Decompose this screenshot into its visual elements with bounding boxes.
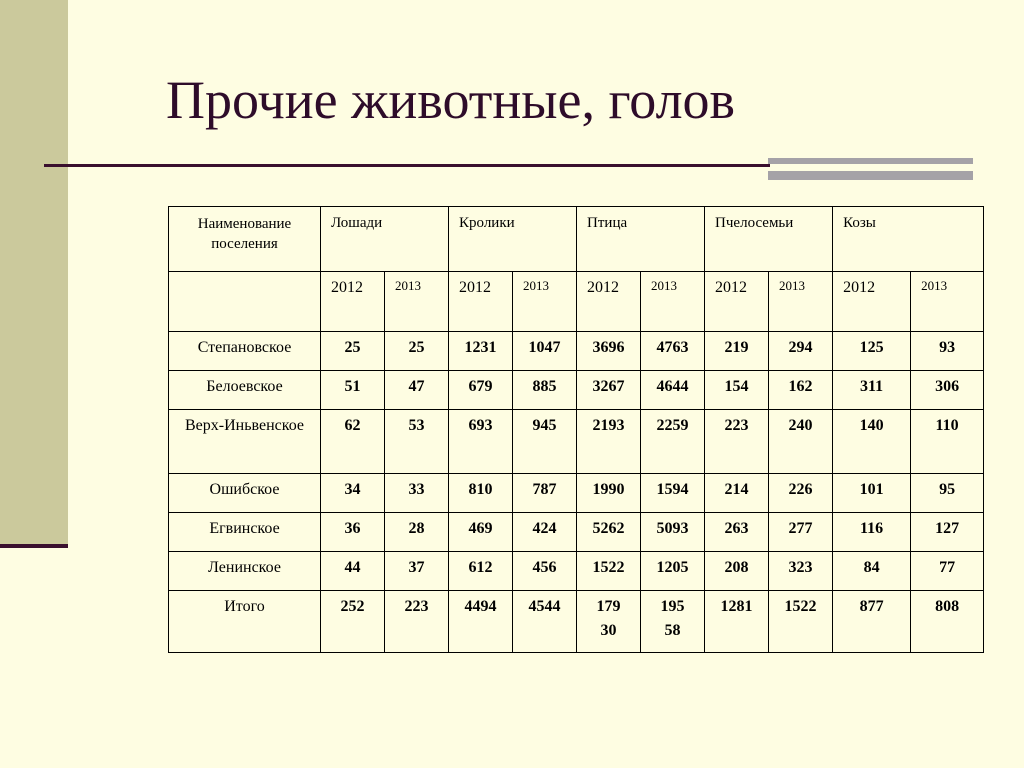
settlement-name: Степановское	[169, 332, 321, 371]
animals-table	[168, 206, 984, 653]
table-cell: 311	[833, 371, 911, 410]
title-underline-accent	[768, 158, 973, 180]
table-cell: 28	[385, 513, 449, 552]
table-cell: 25	[321, 332, 385, 371]
table-row	[169, 513, 984, 552]
year-header-2013: 2013	[911, 272, 984, 332]
year-header-2012: 2012	[705, 272, 769, 332]
table-row	[169, 332, 984, 371]
table-cell: 95	[911, 474, 984, 513]
table-cell: 53	[385, 410, 449, 474]
group-header-horses: Лошади	[321, 207, 449, 272]
table-cell: 36	[321, 513, 385, 552]
year-header-empty	[169, 272, 321, 332]
year-header-2013: 2013	[641, 272, 705, 332]
table-cell: 47	[385, 371, 449, 410]
table-cell: 456	[513, 552, 577, 591]
table-cell: 4763	[641, 332, 705, 371]
table-cell: 51	[321, 371, 385, 410]
table-cell: 116	[833, 513, 911, 552]
settlement-name: Верх-Иньвенское	[169, 410, 321, 474]
table-cell: 17930	[577, 591, 641, 653]
table-cell: 252	[321, 591, 385, 653]
table-cell: 226	[769, 474, 833, 513]
table-cell: 424	[513, 513, 577, 552]
table-cell: 214	[705, 474, 769, 513]
table-cell: 223	[705, 410, 769, 474]
table-cell: 787	[513, 474, 577, 513]
year-header-2013: 2013	[513, 272, 577, 332]
table-cell: 1205	[641, 552, 705, 591]
settlement-name: Ошибское	[169, 474, 321, 513]
table-cell: 140	[833, 410, 911, 474]
table-cell: 208	[705, 552, 769, 591]
table-cell: 110	[911, 410, 984, 474]
settlement-name: Ленинское	[169, 552, 321, 591]
group-header-rabbits: Кролики	[449, 207, 577, 272]
table-row	[169, 552, 984, 591]
table-cell: 810	[449, 474, 513, 513]
table-cell: 44	[321, 552, 385, 591]
title-underline	[44, 164, 770, 167]
table-cell: 2193	[577, 410, 641, 474]
table-cell: 5093	[641, 513, 705, 552]
table-cell: 37	[385, 552, 449, 591]
year-header-2013: 2013	[769, 272, 833, 332]
table-cell: 162	[769, 371, 833, 410]
table-cell: 263	[705, 513, 769, 552]
table-cell: 469	[449, 513, 513, 552]
table-cell: 154	[705, 371, 769, 410]
table-cell: 77	[911, 552, 984, 591]
table-cell: 1990	[577, 474, 641, 513]
table-cell: 1047	[513, 332, 577, 371]
table-cell: 4494	[449, 591, 513, 653]
year-header-2012: 2012	[577, 272, 641, 332]
table-cell: 93	[911, 332, 984, 371]
table-cell: 1231	[449, 332, 513, 371]
year-header-2012: 2012	[833, 272, 911, 332]
table-cell: 1522	[769, 591, 833, 653]
table-header-row	[169, 207, 984, 272]
group-header-goats: Козы	[833, 207, 984, 272]
table-row	[169, 410, 984, 474]
table-cell: 277	[769, 513, 833, 552]
table-cell: 808	[911, 591, 984, 653]
table-cell: 323	[769, 552, 833, 591]
table-cell: 19558	[641, 591, 705, 653]
table-cell: 1522	[577, 552, 641, 591]
table-cell: 679	[449, 371, 513, 410]
left-decor-band	[0, 0, 68, 548]
table-cell: 84	[833, 552, 911, 591]
left-decor-band-edge	[0, 544, 68, 548]
table-cell: 4644	[641, 371, 705, 410]
table-cell: 945	[513, 410, 577, 474]
table-cell: 3267	[577, 371, 641, 410]
group-header-beehives: Пчелосемьи	[705, 207, 833, 272]
table-cell: 240	[769, 410, 833, 474]
settlement-name: Белоевское	[169, 371, 321, 410]
table-cell: 612	[449, 552, 513, 591]
total-label: Итого	[169, 591, 321, 653]
year-header-2013: 2013	[385, 272, 449, 332]
table-total-row	[169, 591, 984, 653]
table-cell: 885	[513, 371, 577, 410]
table-cell: 1281	[705, 591, 769, 653]
table-cell: 2259	[641, 410, 705, 474]
table-cell: 62	[321, 410, 385, 474]
settlement-name: Егвинское	[169, 513, 321, 552]
table-cell: 125	[833, 332, 911, 371]
settlement-header: Наименование поселения	[169, 207, 321, 272]
table-row	[169, 371, 984, 410]
year-header-2012: 2012	[321, 272, 385, 332]
table-cell: 101	[833, 474, 911, 513]
table-cell: 25	[385, 332, 449, 371]
table-cell: 223	[385, 591, 449, 653]
table-cell: 877	[833, 591, 911, 653]
slide-title: Прочие животные, голов	[166, 70, 736, 130]
table-cell: 693	[449, 410, 513, 474]
table-cell: 294	[769, 332, 833, 371]
table-cell: 3696	[577, 332, 641, 371]
group-header-poultry: Птица	[577, 207, 705, 272]
table-cell: 306	[911, 371, 984, 410]
table-cell: 219	[705, 332, 769, 371]
table-row	[169, 474, 984, 513]
table-cell: 127	[911, 513, 984, 552]
table-cell: 5262	[577, 513, 641, 552]
table-cell: 1594	[641, 474, 705, 513]
year-header-2012: 2012	[449, 272, 513, 332]
table-cell: 4544	[513, 591, 577, 653]
table-cell: 33	[385, 474, 449, 513]
table-year-row	[169, 272, 984, 332]
table-cell: 34	[321, 474, 385, 513]
